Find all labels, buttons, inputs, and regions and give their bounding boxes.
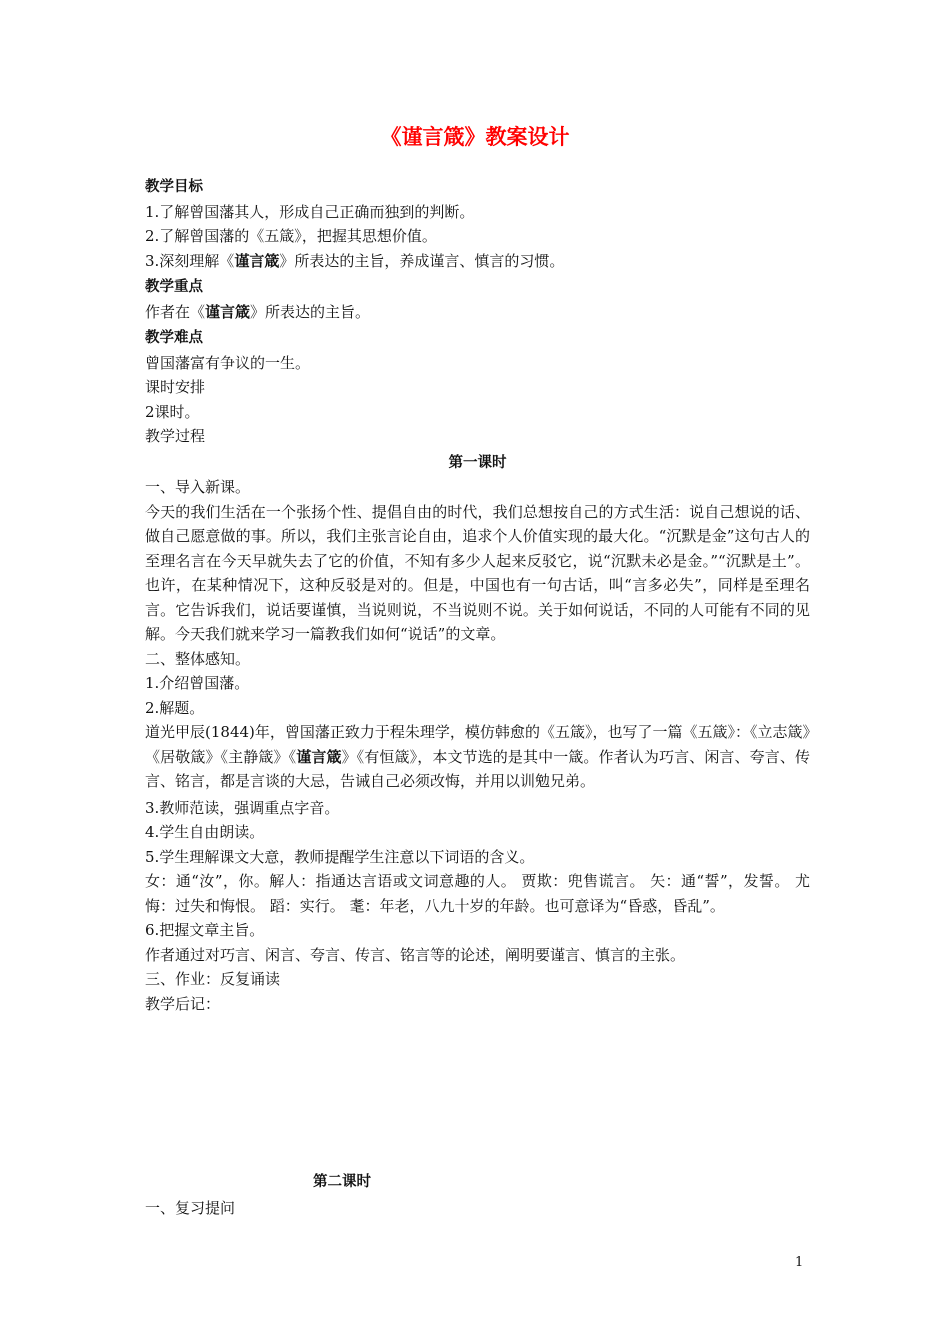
step-2-text-bold: 谨言箴 — [296, 747, 342, 766]
page-number: 1 — [795, 1255, 804, 1270]
goal-item-3-pre: 3.深刻理解《 — [145, 251, 235, 270]
intro-label: 一、导入新课。 — [145, 478, 251, 496]
step-1: 1.介绍曾国藩。 — [145, 674, 250, 692]
goal-item-3 — [145, 249, 810, 274]
step-2-text-post: 》《有恒箴》，本文节选的是其中一箴。作者认为巧言、闲言、夸言、传言、铭言，都是言谈的大忌，告诫自己必须改悔，并用以训勉兄弟。 — [145, 747, 810, 790]
key-text-bold: 谨言箴 — [205, 302, 251, 321]
goal-item-2: 2.了解曾国藩的《五箴》，把握其思想价值。 — [145, 227, 437, 245]
key-text-pre: 作者在《 — [145, 302, 206, 321]
theme-text: 作者通过对巧言、闲言、夸言、传言、铭言等的论述，阐明要谨言、慎言的主张。 — [145, 945, 686, 964]
step-6: 6.把握文章主旨。 — [145, 921, 265, 939]
step-4: 4.学生自由朗读。 — [145, 823, 265, 841]
difficulty-heading: 教学难点 — [145, 330, 203, 346]
intro-paragraph: 今天的我们生活在一个张扬个性、提倡自由的时代，我们总想按自己的方式生活：说自己想说的话、做自己愿意做的事。所以，我们主张言论自由，追求个人价值实现的最大化。“沉默是金”这句古人的至理名言在今天早就失去了它的价值，不知有多少人起来反驳它，说“沉默未必是金。”“沉默是土”。也许，在某种情况下，这种反驳是对的。但是，中国也有一句古话，叫“言多必失”，同样是至理名言。它告诉我们，说话要谨慎，当说则说，不当说则不说。关于如何说话，不同的人可能有不同的见解。今天我们就来学习一篇教我们如何“说话”的文章。 — [145, 502, 810, 643]
difficulty-text: 曾国藩富有争议的一生。 — [145, 353, 311, 372]
homework-line: 三、作业：反复诵读 — [145, 970, 281, 988]
goal-item-3-post: 》所表达的主旨，养成谨言、慎言的习惯。 — [279, 251, 565, 270]
schedule-value: 2课时。 — [145, 402, 200, 421]
vocab-paragraph: 女：通“汝”，你。解人：指通达言语或文词意趣的人。 贾欺：兜售谎言。 矢：通“誓”，发誓。 尤悔：过失和悔恨。 蹈：实行。 耄：年老，八九十岁的年龄。也可意译为“昏惑，昏乱”。 — [145, 872, 810, 915]
lesson1-heading: 第一课时 — [448, 454, 507, 471]
step-3: 3.教师范读，强调重点字音。 — [145, 798, 340, 817]
key-text — [145, 300, 810, 325]
key-heading: 教学重点 — [145, 279, 203, 295]
step-2-paragraph — [145, 720, 810, 794]
document-body — [145, 175, 810, 1016]
document-title: 《谨言箴》教案设计 — [380, 125, 570, 149]
key-text-post: 》所表达的主旨。 — [250, 302, 371, 321]
goal-item-1: 1.了解曾国藩其人，形成自己正确而独到的判断。 — [145, 202, 475, 221]
lesson2-heading: 第二课时 — [313, 1174, 371, 1190]
goal-item-3-bold: 谨言箴 — [234, 251, 280, 270]
process-label: 教学过程 — [145, 427, 206, 445]
schedule-label: 课时安排 — [145, 378, 206, 396]
step-5: 5.学生理解课文大意，教师提醒学生注意以下词语的含义。 — [145, 847, 535, 866]
goals-heading: 教学目标 — [145, 179, 203, 195]
step-2: 2.解题。 — [145, 698, 205, 717]
step-2-text-pre: 道光甲辰(1844)年，曾国藩正致力于程朱理学，模仿韩愈的《五箴》，也写了一篇《五箴》：《立志箴》《居敬箴》《主静箴》《 — [145, 723, 810, 766]
lesson2-item-1: 一、复习提问 — [145, 1199, 236, 1217]
overall-label: 二、整体感知。 — [145, 649, 251, 668]
notes-label: 教学后记： — [145, 994, 221, 1013]
